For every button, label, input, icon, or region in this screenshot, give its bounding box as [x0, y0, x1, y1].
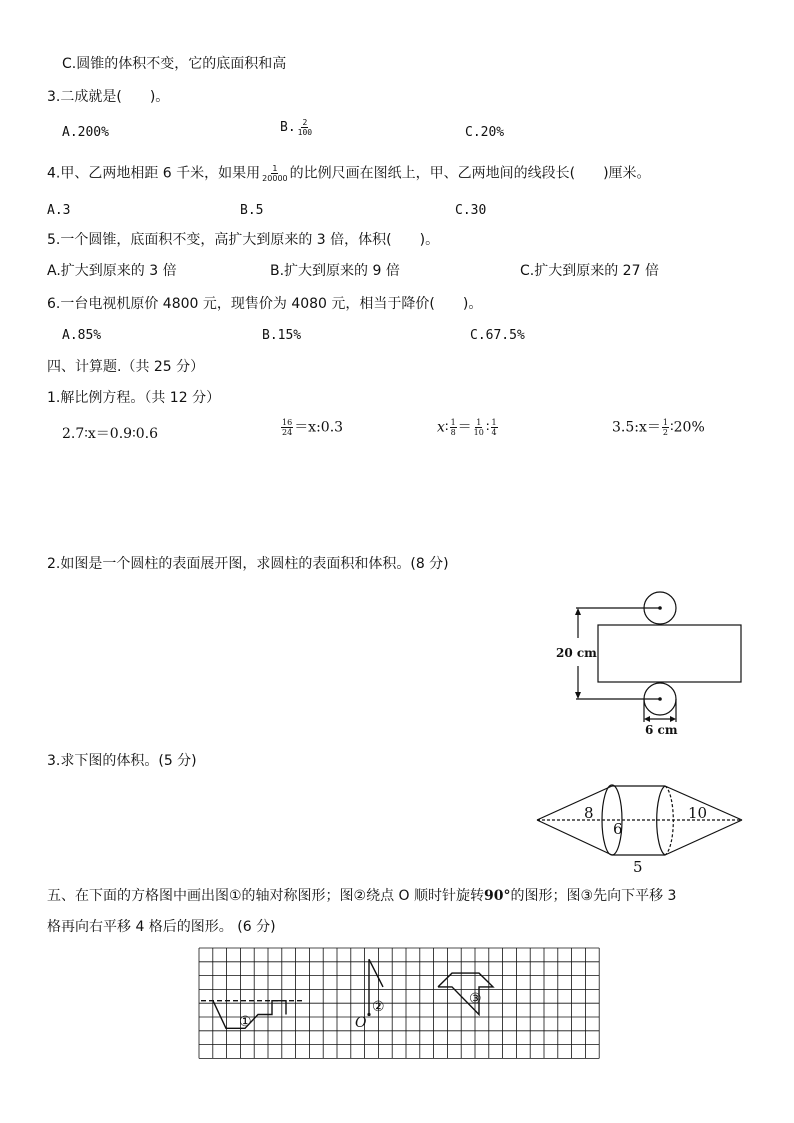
point-o-label: O — [355, 1015, 367, 1031]
point-o — [367, 1013, 370, 1016]
cylinder-length-label: 5 — [633, 858, 643, 876]
composite-solid-figure — [530, 780, 748, 876]
q5-option-a: A.扩大到原来的 3 倍 — [47, 263, 177, 279]
right-cone-label: 10 — [688, 804, 708, 822]
q5-stem: 5.一个圆锥，底面积不变，高扩大到原来的 3 倍，体积( )。 — [47, 232, 440, 248]
q4-option-b: B.5 — [240, 203, 264, 218]
lateral-rectangle — [598, 625, 741, 682]
q4-option-c: C.30 — [455, 203, 487, 218]
q2-option-c: C.圆锥的体积不变，它的底面积和高 — [62, 56, 287, 72]
section4-part3-title: 3.求下图的体积。(5 分) — [47, 753, 197, 769]
q4-stem: 4.甲、乙两地相距 6 千米，如果用 $\frac{1}{20000}$ 的比例尺画在图纸上，甲、乙两地间的线段长( )厘米。 — [47, 164, 651, 183]
equation-4: 3.5:x＝ $\frac{1}{2}$ ∶20% — [612, 418, 705, 437]
net-height-label: 20 cm — [556, 646, 597, 660]
q3-option-a: A.200% — [62, 125, 109, 140]
cylinder-net-figure — [550, 588, 750, 738]
q4-scale-fraction: $\frac{1}{20000}$ — [262, 164, 288, 183]
q5-option-b: B.扩大到原来的 9 倍 — [270, 263, 400, 279]
equation-2-fraction: $\frac{16}{24}$ — [282, 418, 293, 437]
section4-title: 四、计算题.（共 25 分） — [47, 359, 205, 375]
section4-part1-title: 1.解比例方程。（共 12 分） — [47, 390, 221, 406]
equation-2: $\frac{16}{24}$ ＝x:0.3 — [282, 418, 344, 437]
q3-stem: 3.二成就是( )。 — [47, 89, 170, 105]
q3-option-b-prefix: B. — [280, 120, 296, 135]
q3-option-c: C.20% — [465, 125, 505, 140]
q3-option-b-fraction: $\frac{2}{100}$ — [297, 118, 313, 137]
q5-option-c: C.扩大到原来的 27 倍 — [520, 263, 659, 279]
figure-2-label: ② — [372, 999, 385, 1015]
q6-option-c: C.67.5% — [470, 328, 525, 343]
figure-1-label: ① — [239, 1014, 252, 1030]
q4-option-a: A.3 — [47, 203, 71, 218]
net-width-label: 6 cm — [645, 723, 678, 737]
q6-option-a: A.85% — [62, 328, 102, 343]
diameter-label: 6 — [613, 820, 623, 838]
equation-1: 2.7∶x＝0.9∶0.6 — [62, 426, 158, 442]
figure-3 — [438, 973, 493, 1014]
q6-stem: 6.一台电视机原价 4800 元，现售价为 4080 元，相当于降价( )。 — [47, 296, 483, 312]
equation-3: x∶ $\frac{1}{8}$ ＝ $\frac{1}{10}$ ∶ $\frac{1}{4}$ — [437, 418, 497, 437]
section5-line1: 五、在下面的方格图中画出图①的轴对称图形；图②绕点 O 顺时针旋转90°的图形；图③先向下平移 3 — [47, 888, 677, 904]
section5-line2: 格再向右平移 4 格后的图形。 (6 分) — [47, 919, 276, 935]
q6-option-b: B.15% — [262, 328, 302, 343]
transformation-grid — [195, 945, 600, 1065]
q3-option-b — [280, 118, 314, 137]
left-cone-label: 8 — [584, 804, 594, 822]
figure-3-label: ③ — [469, 991, 482, 1007]
section4-part2-title: 2.如图是一个圆柱的表面展开图，求圆柱的表面积和体积。(8 分) — [47, 556, 449, 572]
